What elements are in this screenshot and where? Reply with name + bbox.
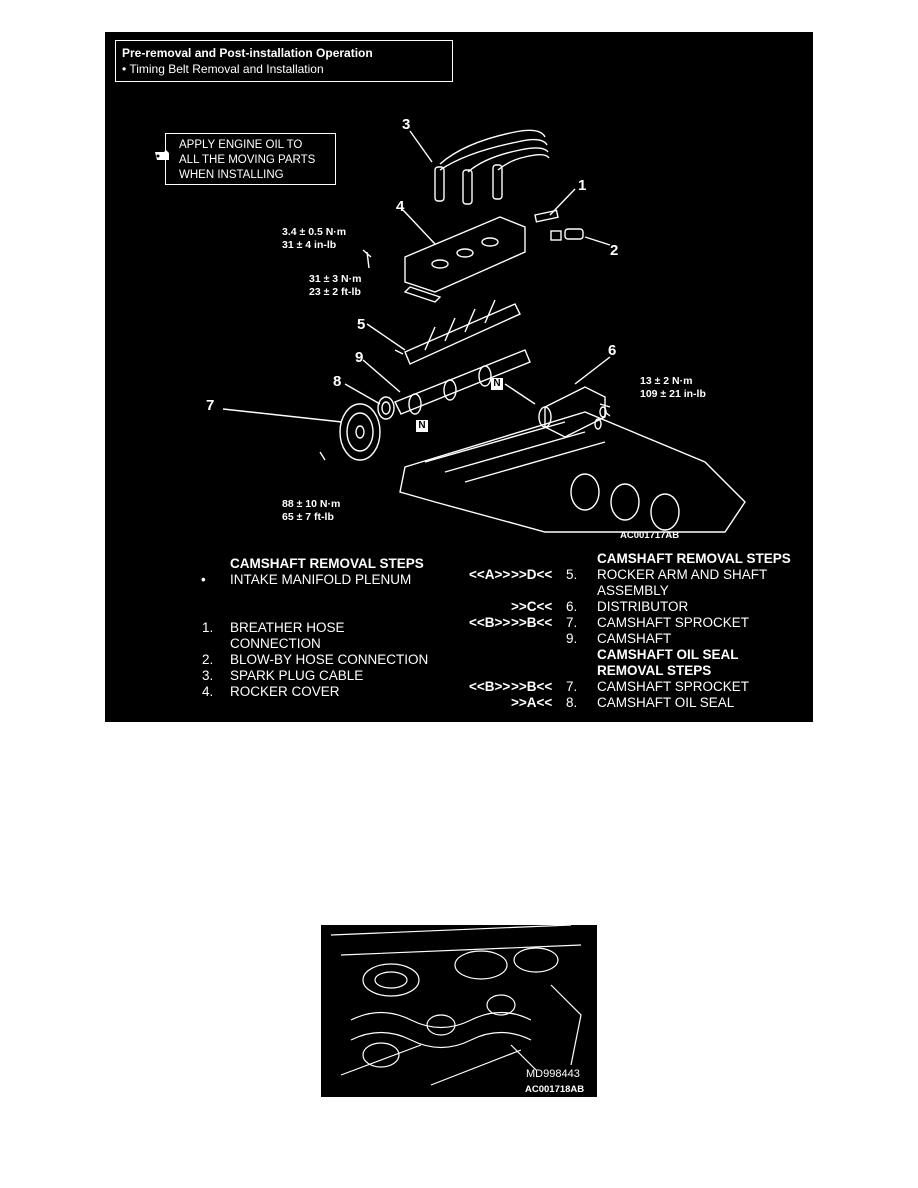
callout-9: 9 [355, 349, 364, 366]
rocker-assembly-photo-figure [321, 925, 597, 1097]
step-number: 4. [202, 684, 214, 699]
torque-sprocket-bolt: 88 ± 10 N·m 65 ± 7 ft-lb [282, 498, 341, 523]
callout-3: 3 [402, 116, 411, 133]
callout-1: 1 [578, 177, 587, 194]
step-text: ASSEMBLY [597, 583, 669, 598]
step-ref-b: >>B<< [511, 679, 553, 694]
special-tool-label: MD998443 [526, 1068, 580, 1080]
step-text: ROCKER COVER [230, 684, 340, 699]
step-number: 1. [202, 620, 214, 635]
new-part-mark: N [491, 378, 503, 390]
callout-6: 6 [608, 342, 617, 359]
step-number: 6. [566, 599, 578, 614]
step-ref-b: >>B<< [511, 615, 553, 630]
step-ref-a: <<B>> [469, 615, 511, 630]
left-steps-heading: CAMSHAFT REMOVAL STEPS [230, 556, 424, 571]
step-ref-b: >>A<< [511, 695, 553, 710]
step-ref-a: <<B>> [469, 679, 511, 694]
oil-note-line-2: ALL THE MOVING PARTS [179, 154, 316, 166]
oil-seal-heading-2: REMOVAL STEPS [597, 663, 712, 678]
engine-parts-drawing [105, 32, 813, 552]
step-ref-b: >>C<< [511, 599, 553, 614]
figure-code: AC001718AB [525, 1084, 585, 1095]
torque-rocker-bolt: 3.4 ± 0.5 N·m 31 ± 4 in-lb [282, 226, 347, 251]
step-number: 7. [566, 615, 578, 630]
right-steps-heading: CAMSHAFT REMOVAL STEPS [597, 551, 791, 566]
oil-seal-heading-1: CAMSHAFT OIL SEAL [597, 647, 739, 662]
callout-2: 2 [610, 242, 619, 259]
pre-removal-title: Pre-removal and Post-installation Operation [122, 46, 373, 60]
callout-5: 5 [357, 316, 366, 333]
callout-4: 4 [396, 198, 405, 215]
torque-distributor-bolt: 13 ± 2 N·m 109 ± 21 in-lb [640, 375, 706, 400]
bullet-marker: • [201, 572, 206, 587]
figure-code: AC001717AB [620, 530, 680, 541]
new-part-mark: N [416, 420, 428, 432]
step-text: CAMSHAFT [597, 631, 672, 646]
oil-note-line-1: APPLY ENGINE OIL TO [179, 139, 303, 151]
step-number: 2. [202, 652, 214, 667]
step-text: ROCKER ARM AND SHAFT [597, 567, 768, 582]
step-number: 9. [566, 631, 578, 646]
step-ref-a: <<A>> [469, 567, 511, 582]
step-number: 7. [566, 679, 578, 694]
step-number: 8. [566, 695, 578, 710]
step-text: BLOW-BY HOSE CONNECTION [230, 652, 429, 667]
step-text: CAMSHAFT OIL SEAL [597, 695, 735, 710]
step-number: 5. [566, 567, 578, 582]
oil-note-line-3: WHEN INSTALLING [179, 169, 284, 181]
step-text: DISTRIBUTOR [597, 599, 689, 614]
step-intake-plenum: INTAKE MANIFOLD PLENUM [230, 572, 412, 587]
torque-shaft-bolt: 31 ± 3 N·m 23 ± 2 ft-lb [309, 273, 362, 298]
step-text: CAMSHAFT SPROCKET [597, 679, 750, 694]
step-ref-b: >>D<< [511, 567, 553, 582]
step-text: CONNECTION [230, 636, 321, 651]
callout-8: 8 [333, 373, 342, 390]
pre-removal-item: • Timing Belt Removal and Installation [122, 62, 324, 76]
step-text: CAMSHAFT SPROCKET [597, 615, 750, 630]
exploded-view-figure [105, 32, 813, 722]
step-text: BREATHER HOSE [230, 620, 345, 635]
callout-7: 7 [206, 397, 215, 414]
step-number: 3. [202, 668, 214, 683]
step-text: SPARK PLUG CABLE [230, 668, 364, 683]
